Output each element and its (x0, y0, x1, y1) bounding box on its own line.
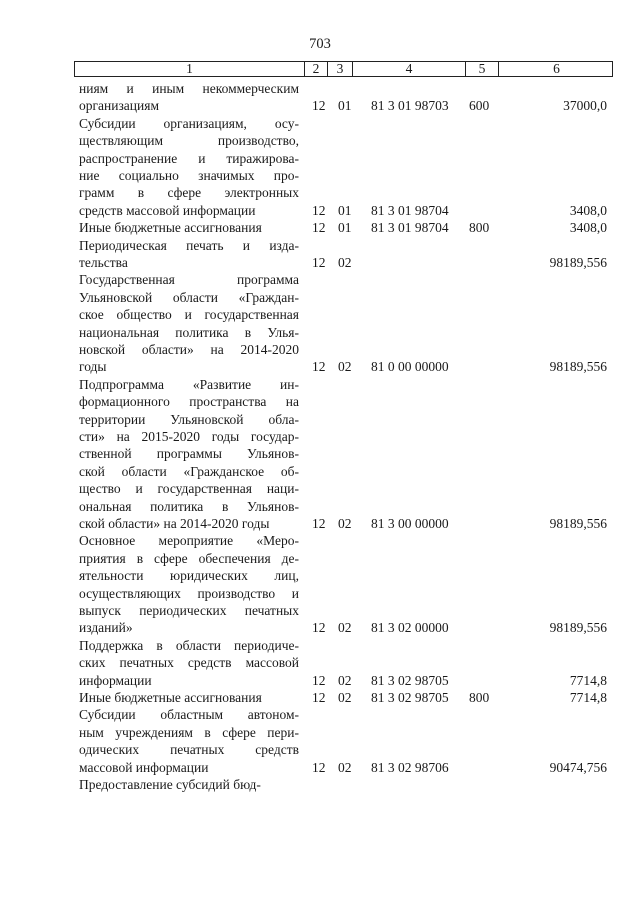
row-name (79, 706, 299, 776)
row-col-2: 12 (312, 759, 326, 775)
row-name-line: Предоставление субсидий бюд- (79, 777, 261, 792)
table-row (0, 706, 640, 776)
row-col-3: 02 (338, 690, 352, 705)
row-name-line: средств массовой информации (79, 202, 256, 218)
row-name-line: ональная политика в Ульянов- (79, 498, 299, 514)
row-name-line: информации (79, 672, 152, 688)
header-col-5: 5 (466, 62, 499, 76)
header-col-6: 6 (553, 61, 560, 76)
row-name (79, 219, 299, 236)
row-col-4: 81 3 01 98703 (371, 98, 449, 114)
row-col-6: 3408,0 (569, 220, 607, 236)
row-name (79, 532, 299, 636)
row-col-5: 800 (469, 690, 490, 705)
row-name-line: Государственная программа (79, 272, 299, 288)
row-col-5: 600 (469, 98, 490, 114)
row-name-line: Субсидии областным автоном- (79, 707, 299, 723)
row-col-6: 37000,0 (563, 98, 607, 114)
table-row (0, 532, 640, 636)
row-col-4: 81 3 02 98705 (371, 690, 449, 705)
row-col-6: 98189,556 (549, 254, 607, 270)
row-col-3: 02 (338, 515, 352, 531)
row-name-line: организациям (79, 98, 160, 114)
row-name-line: ниям и иным некоммерческим (79, 81, 299, 96)
row-col-3: 02 (338, 254, 352, 270)
row-name-line: массовой информации (79, 759, 209, 775)
row-col-4: 81 3 02 98706 (371, 759, 449, 775)
header-col-1: 1 (75, 62, 305, 76)
row-col-4: 81 3 02 98705 (371, 672, 449, 688)
table-header (74, 61, 613, 77)
row-name-line: территории Ульяновской обла- (79, 411, 299, 427)
row-col-5: 800 (469, 220, 490, 236)
row-col-2: 12 (312, 672, 326, 688)
row-name-line: ние социально значимых про- (79, 168, 299, 184)
row-name-line: щество и государственная наци- (79, 481, 299, 497)
table-row (0, 776, 640, 793)
page-number: 703 (309, 36, 331, 52)
row-name-line: Основное мероприятие «Меро- (79, 533, 299, 549)
row-name-line: сти» на 2015-2020 годы государ- (79, 429, 299, 445)
row-name-line: Иные бюджетные ассигнования (79, 220, 262, 236)
row-name-line: одических печатных средств (79, 742, 299, 758)
row-name-line: ское общество и государственная (79, 307, 299, 323)
row-name-line: изданий» (79, 620, 133, 636)
row-col-4: 81 3 02 00000 (371, 620, 449, 636)
row-col-3: 01 (338, 220, 352, 236)
row-name-line: распространение и тиражирова- (79, 150, 299, 166)
row-col-2: 12 (312, 202, 326, 218)
row-name-line: Периодическая печать и изда- (79, 237, 299, 253)
table-row (0, 637, 640, 689)
table-row (0, 80, 640, 115)
row-name-line: Поддержка в области периодиче- (79, 637, 299, 653)
table-row (0, 115, 640, 219)
row-col-6: 98189,556 (549, 620, 607, 636)
row-name-line: приятия в сфере обеспечения де- (79, 550, 299, 566)
row-col-2: 12 (312, 515, 326, 531)
row-col-2: 12 (312, 98, 326, 114)
row-name-line: грамм в сфере электронных (79, 185, 299, 201)
row-col-2: 12 (312, 359, 326, 375)
row-col-2: 12 (312, 690, 326, 705)
row-name (79, 689, 299, 706)
row-name (79, 637, 299, 689)
table-row (0, 219, 640, 236)
row-name-line: ской области» на 2014-2020 годы (79, 516, 270, 532)
row-col-6: 7714,8 (569, 690, 607, 705)
row-name (79, 237, 299, 272)
row-name-line: годы (79, 359, 107, 375)
row-name (79, 376, 299, 533)
row-col-4: 81 3 01 98704 (371, 220, 449, 236)
row-name-line: выпуск периодических печатных (79, 603, 299, 619)
row-col-6: 90474,756 (549, 759, 607, 775)
row-col-6: 3408,0 (569, 202, 607, 218)
table-row (0, 271, 640, 375)
row-name-line: формационного пространства на (79, 394, 299, 410)
row-col-2: 12 (312, 254, 326, 270)
row-col-2: 12 (312, 620, 326, 636)
row-name (79, 776, 299, 793)
row-col-3: 02 (338, 359, 352, 375)
row-col-6: 7714,8 (569, 672, 607, 688)
row-name (79, 80, 299, 115)
row-name-line: новской области» на 2014-2020 (79, 342, 299, 358)
row-name (79, 115, 299, 219)
table-row (0, 376, 640, 533)
row-name-line: Иные бюджетные ассигнования (79, 690, 262, 705)
row-col-2: 12 (312, 220, 326, 236)
row-name-line: Субсидии организациям, осу- (79, 115, 299, 131)
table-row (0, 237, 640, 272)
row-col-4: 81 0 00 00000 (371, 359, 449, 375)
row-name (79, 271, 299, 375)
row-col-3: 02 (338, 759, 352, 775)
row-col-4: 81 3 00 00000 (371, 515, 449, 531)
row-name-line: ществляющим производство, (79, 133, 299, 149)
row-name-line: ских печатных средств массовой (79, 655, 299, 671)
row-name-line: осуществляющих производство и (79, 585, 299, 601)
row-name-line: Подпрограмма «Развитие ин- (79, 376, 299, 392)
header-col-3: 3 (328, 62, 353, 76)
header-col-4: 4 (353, 62, 466, 76)
row-name-line: Ульяновской области «Граждан- (79, 289, 299, 305)
row-name-line: ственной программы Ульянов- (79, 446, 299, 462)
row-name-line: ской области «Гражданское об- (79, 463, 299, 479)
row-col-3: 02 (338, 620, 352, 636)
row-name-line: национальная политика в Улья- (79, 324, 299, 340)
row-name-line: тельства (79, 255, 128, 270)
header-col-2: 2 (305, 62, 328, 76)
table-row (0, 689, 640, 706)
row-col-4: 81 3 01 98704 (371, 202, 449, 218)
row-col-3: 01 (338, 98, 352, 114)
row-col-6: 98189,556 (549, 359, 607, 375)
row-name-line: ным учреждениям в сфере пери- (79, 724, 299, 740)
row-col-6: 98189,556 (549, 515, 607, 531)
row-col-3: 02 (338, 672, 352, 688)
row-name-line: ятельности юридических лиц, (79, 568, 299, 584)
row-col-3: 01 (338, 202, 352, 218)
